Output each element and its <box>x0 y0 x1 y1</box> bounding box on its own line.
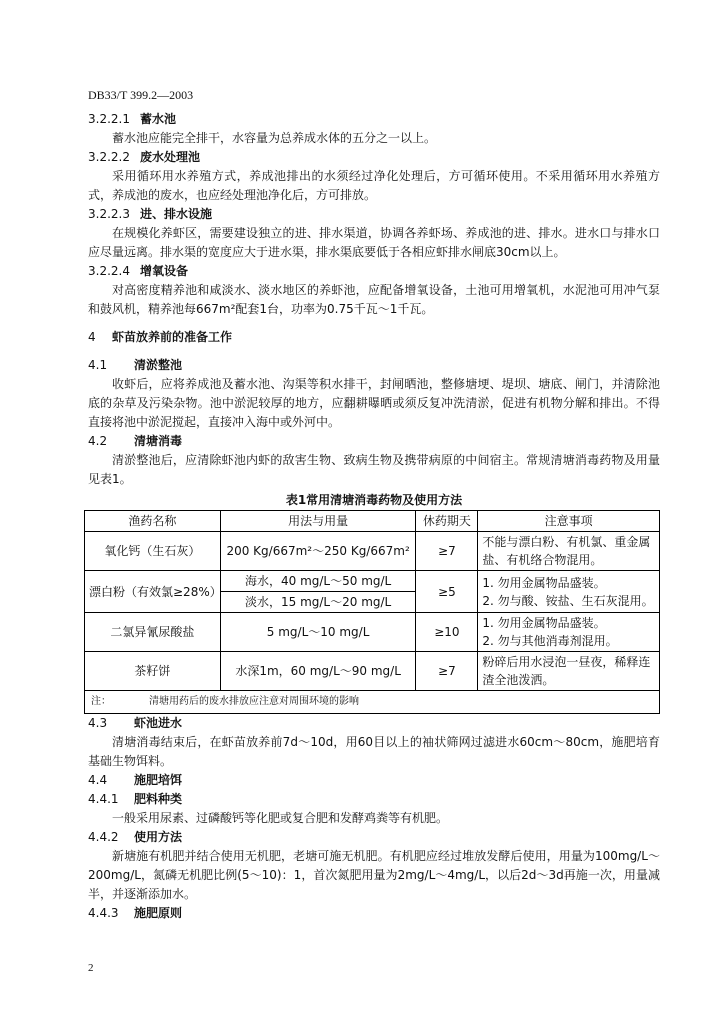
section-4-1-heading: 4.1 清淤整池 <box>88 358 183 372</box>
withdrawal-cell: ≥5 <box>416 571 478 613</box>
usage-cell: 水深1m，60 mg/L～90 mg/L <box>220 652 416 691</box>
note-line: 1. 勿用金属物品盛装。 <box>482 575 606 590</box>
withdrawal-cell: ≥7 <box>416 532 478 571</box>
usage-cell: 淡水，15 mg/L～20 mg/L <box>220 592 416 613</box>
header-usage: 用法与用量 <box>220 511 416 532</box>
usage-cell: 海水，40 mg/L～50 mg/L <box>220 571 416 592</box>
table-row <box>85 532 660 571</box>
table-row <box>85 613 660 652</box>
section-4-4-2-text: 新塘施有机肥并结合使用无机肥，老塘可施无机肥。有机肥应经过堆放发酵后使用，用量为100mg/L～200mg/L，氮磷无机肥比例(5～10)：1，首次氮肥用量为2mg/L～4mg/L，以后2d～3d再施一次，用量减半，并逐渐添加水。 <box>88 849 660 901</box>
section-4-4-1-heading: 4.4.1 肥料种类 <box>88 792 183 806</box>
header-drug-name: 渔药名称 <box>85 511 221 532</box>
notes-cell <box>478 613 660 652</box>
page-number: 2 <box>88 962 94 974</box>
section-4-2-text: 清淤整池后，应清除虾池内虾的敌害生物、致病生物及携带病原的中间宿主。常规清塘消毒药物及用量见表1。 <box>88 453 660 486</box>
section-4-1-text: 收虾后，应将养成池及蓄水池、沟渠等积水排干，封闸晒池，整修塘埂、堤坝、塘底、闸门，并清除池底的杂草及污染杂物。池中淤泥较厚的地方，应翻耕曝晒或须反复冲洗清淤，促进有机物分解和排出。不得直接将池中淤泥搅起，直接冲入海中或外河中。 <box>88 377 660 429</box>
chapter-4-heading: 4 虾苗放养前的准备工作 <box>88 330 233 344</box>
section-4-2-heading: 4.2 清塘消毒 <box>88 434 183 448</box>
note-line: 2. 勿与其他消毒剂混用。 <box>482 634 618 648</box>
notes-cell: 不能与漂白粉、有机氯、重金属盐、有机络合物混用。 <box>478 532 660 571</box>
note-line: 1. 勿用金属物品盛装。 <box>482 616 606 630</box>
header-withdrawal-days: 休药期天 <box>416 511 478 532</box>
section-4-4-1-text: 一般采用尿素、过磷酸钙等化肥或复合肥和发酵鸡粪等有机肥。 <box>112 811 449 825</box>
section-3-2-2-4-heading: 3.2.2.4 增氧设备 <box>88 264 189 278</box>
section-3-2-2-1-heading: 3.2.2.1 蓄水池 <box>88 112 177 126</box>
header-notes: 注意事项 <box>478 511 660 532</box>
disinfectant-table <box>84 510 660 714</box>
table-note-text: 清塘用药后的废水排放应注意对周围环境的影响 <box>149 696 359 707</box>
table-note-label: 注： <box>91 696 111 707</box>
usage-cell: 5 mg/L～10 mg/L <box>220 613 416 652</box>
section-3-2-2-2-heading: 3.2.2.2 废水处理池 <box>88 150 201 164</box>
document-body <box>88 110 660 923</box>
notes-cell: 粉碎后用水浸泡一昼夜，稀释连渣全池泼洒。 <box>478 652 660 691</box>
section-4-4-heading: 4.4 施肥培饵 <box>88 773 183 787</box>
table-caption: 表1常用清塘消毒药物及使用方法 <box>285 493 463 507</box>
note-line: 2. 勿与酸、铵盐、生石灰混用。 <box>482 593 654 608</box>
section-3-2-2-2-text: 采用循环用水养殖方式，养成池排出的水须经过净化处理后，方可循环使用。不采用循环用水养殖方式，养成池的废水，也应经处理池净化后，方可排放。 <box>88 169 660 202</box>
section-3-2-2-3-heading: 3.2.2.3 进、排水设施 <box>88 207 213 221</box>
table-note <box>85 691 660 714</box>
section-4-4-2-heading: 4.4.2 使用方法 <box>88 830 183 844</box>
section-4-3-text: 清塘消毒结束后，在虾苗放养前7d～10d，用60目以上的袖状筛网过滤进水60cm～80cm，施肥培育基础生物饵料。 <box>88 735 660 768</box>
usage-cell: 200 Kg/667m²～250 Kg/667m² <box>220 532 416 571</box>
section-3-2-2-4-text: 对高密度精养池和咸淡水、淡水地区的养虾池，应配备增氧设备，土池可用增氧机，水泥池可用冲气泵和鼓风机，精养池每667m²配套1台，功率为0.75千瓦～1千瓦。 <box>88 283 660 316</box>
section-3-2-2-3-text: 在规模化养虾区，需要建设独立的进、排水渠道，协调各养虾场、养成池的进、排水。进水口与排水口应尽量远离。排水渠的宽度应大于进水渠，排水渠底要低于各相应虾排水闸底30cm以上。 <box>88 226 660 259</box>
section-4-4-3-heading: 4.4.3 施肥原则 <box>88 906 183 920</box>
table-note-row <box>85 691 660 714</box>
table-row <box>85 571 660 592</box>
table-row <box>85 652 660 691</box>
standard-code-header: DB33/T 399.2—2003 <box>88 88 194 102</box>
withdrawal-cell: ≥10 <box>416 613 478 652</box>
section-3-2-2-1-text: 蓄水池应能完全排干，水容量为总养成水体的五分之一以上。 <box>112 131 437 145</box>
drug-name-cell: 氧化钙（生石灰） <box>85 532 221 571</box>
notes-cell <box>478 571 660 613</box>
table-header-row <box>85 511 660 532</box>
withdrawal-cell: ≥7 <box>416 652 478 691</box>
drug-name-cell: 漂白粉（有效氯≥28%） <box>85 571 221 613</box>
section-4-3-heading: 4.3 虾池进水 <box>88 716 183 730</box>
drug-name-cell: 茶籽饼 <box>85 652 221 691</box>
drug-name-cell: 二氯异氰尿酸盐 <box>85 613 221 652</box>
